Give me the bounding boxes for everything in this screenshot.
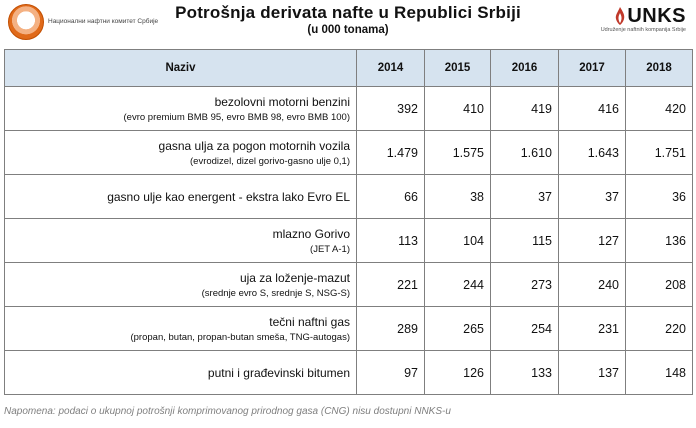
- product-name: uja za loženje-mazut: [239, 270, 350, 285]
- product-name: putni i građevinski bitumen: [207, 365, 350, 380]
- product-name-cell: [5, 87, 357, 131]
- value-cell: 221: [357, 263, 425, 307]
- product-name-cell: [5, 219, 357, 263]
- value-cell: 265: [425, 307, 491, 351]
- product-name: tečni naftni gas: [269, 314, 350, 329]
- value-cell: 410: [425, 87, 491, 131]
- product-detail: (srednje evro S, srednje S, NSG-S): [201, 287, 350, 299]
- value-cell: 137: [559, 351, 626, 395]
- value-cell: 113: [357, 219, 425, 263]
- table-row: [5, 175, 693, 219]
- value-cell: 244: [425, 263, 491, 307]
- table-header-row: [5, 50, 693, 87]
- product-name: gasno ulje kao energent - ekstra lako Evro EL: [107, 189, 350, 204]
- consumption-table: [4, 49, 693, 395]
- header-year: 2015: [425, 50, 491, 87]
- product-name-cell: [5, 263, 357, 307]
- value-cell: 208: [626, 263, 693, 307]
- page-title: Potrošnja derivata nafte u Republici Srbiji: [175, 3, 521, 22]
- value-cell: 37: [491, 175, 559, 219]
- product-name-cell: [5, 307, 357, 351]
- brand-tagline: Udruženje naftnih kompanija Srbije: [600, 27, 686, 33]
- page-header: [0, 0, 696, 44]
- table-row: [5, 219, 693, 263]
- value-cell: 273: [491, 263, 559, 307]
- value-cell: 127: [559, 219, 626, 263]
- value-cell: 38: [425, 175, 491, 219]
- table-row: [5, 307, 693, 351]
- value-cell: 1.575: [425, 131, 491, 175]
- value-cell: 148: [626, 351, 693, 395]
- header-name: Naziv: [5, 50, 357, 87]
- header-year: 2014: [357, 50, 425, 87]
- value-cell: 36: [626, 175, 693, 219]
- product-detail: (JET A-1): [310, 243, 350, 255]
- value-cell: 254: [491, 307, 559, 351]
- value-cell: 1.479: [357, 131, 425, 175]
- value-cell: 289: [357, 307, 425, 351]
- product-detail: (evrodizel, dizel gorivo-gasno ulje 0,1): [190, 155, 350, 167]
- value-cell: 1.610: [491, 131, 559, 175]
- value-cell: 1.751: [626, 131, 693, 175]
- footnote: Napomena: podaci o ukupnoj potrošnji komprimovanog prirodnog gasa (CNG) nisu dostupni NNKS-u: [4, 406, 451, 417]
- value-cell: 392: [357, 87, 425, 131]
- value-cell: 126: [425, 351, 491, 395]
- value-cell: 136: [626, 219, 693, 263]
- value-cell: 240: [559, 263, 626, 307]
- product-detail: (evro premium BMB 95, evro BMB 98, evro BMB 100): [123, 111, 350, 123]
- header-year: 2018: [626, 50, 693, 87]
- value-cell: 66: [357, 175, 425, 219]
- value-cell: 115: [491, 219, 559, 263]
- flame-icon: [615, 7, 625, 25]
- product-name-cell: [5, 131, 357, 175]
- value-cell: 416: [559, 87, 626, 131]
- brand-name: UNKS: [627, 5, 686, 27]
- product-name-cell: [5, 351, 357, 395]
- table-row: [5, 87, 693, 131]
- unks-brand: [601, 6, 686, 26]
- header-year: 2016: [491, 50, 559, 87]
- table-row: [5, 351, 693, 395]
- page-subtitle: (u 000 tonama): [307, 24, 389, 36]
- product-name: mlazno Gorivo: [272, 226, 350, 241]
- value-cell: 420: [626, 87, 693, 131]
- title-block: [0, 3, 696, 36]
- value-cell: 104: [425, 219, 491, 263]
- value-cell: 419: [491, 87, 559, 131]
- product-name-cell: [5, 175, 357, 219]
- product-detail: (propan, butan, propan-butan smeša, TNG-autogas): [130, 331, 350, 343]
- org-name: Национални нафтни комитет Србије: [48, 18, 159, 25]
- table-row: [5, 263, 693, 307]
- value-cell: 231: [559, 307, 626, 351]
- value-cell: 97: [357, 351, 425, 395]
- value-cell: 1.643: [559, 131, 626, 175]
- product-name: gasna ulja za pogon motornih vozila: [158, 138, 350, 153]
- product-name: bezolovni motorni benzini: [214, 94, 350, 109]
- value-cell: 133: [491, 351, 559, 395]
- table-row: [5, 131, 693, 175]
- value-cell: 220: [626, 307, 693, 351]
- unks-logo: [601, 6, 686, 33]
- value-cell: 37: [559, 175, 626, 219]
- header-year: 2017: [559, 50, 626, 87]
